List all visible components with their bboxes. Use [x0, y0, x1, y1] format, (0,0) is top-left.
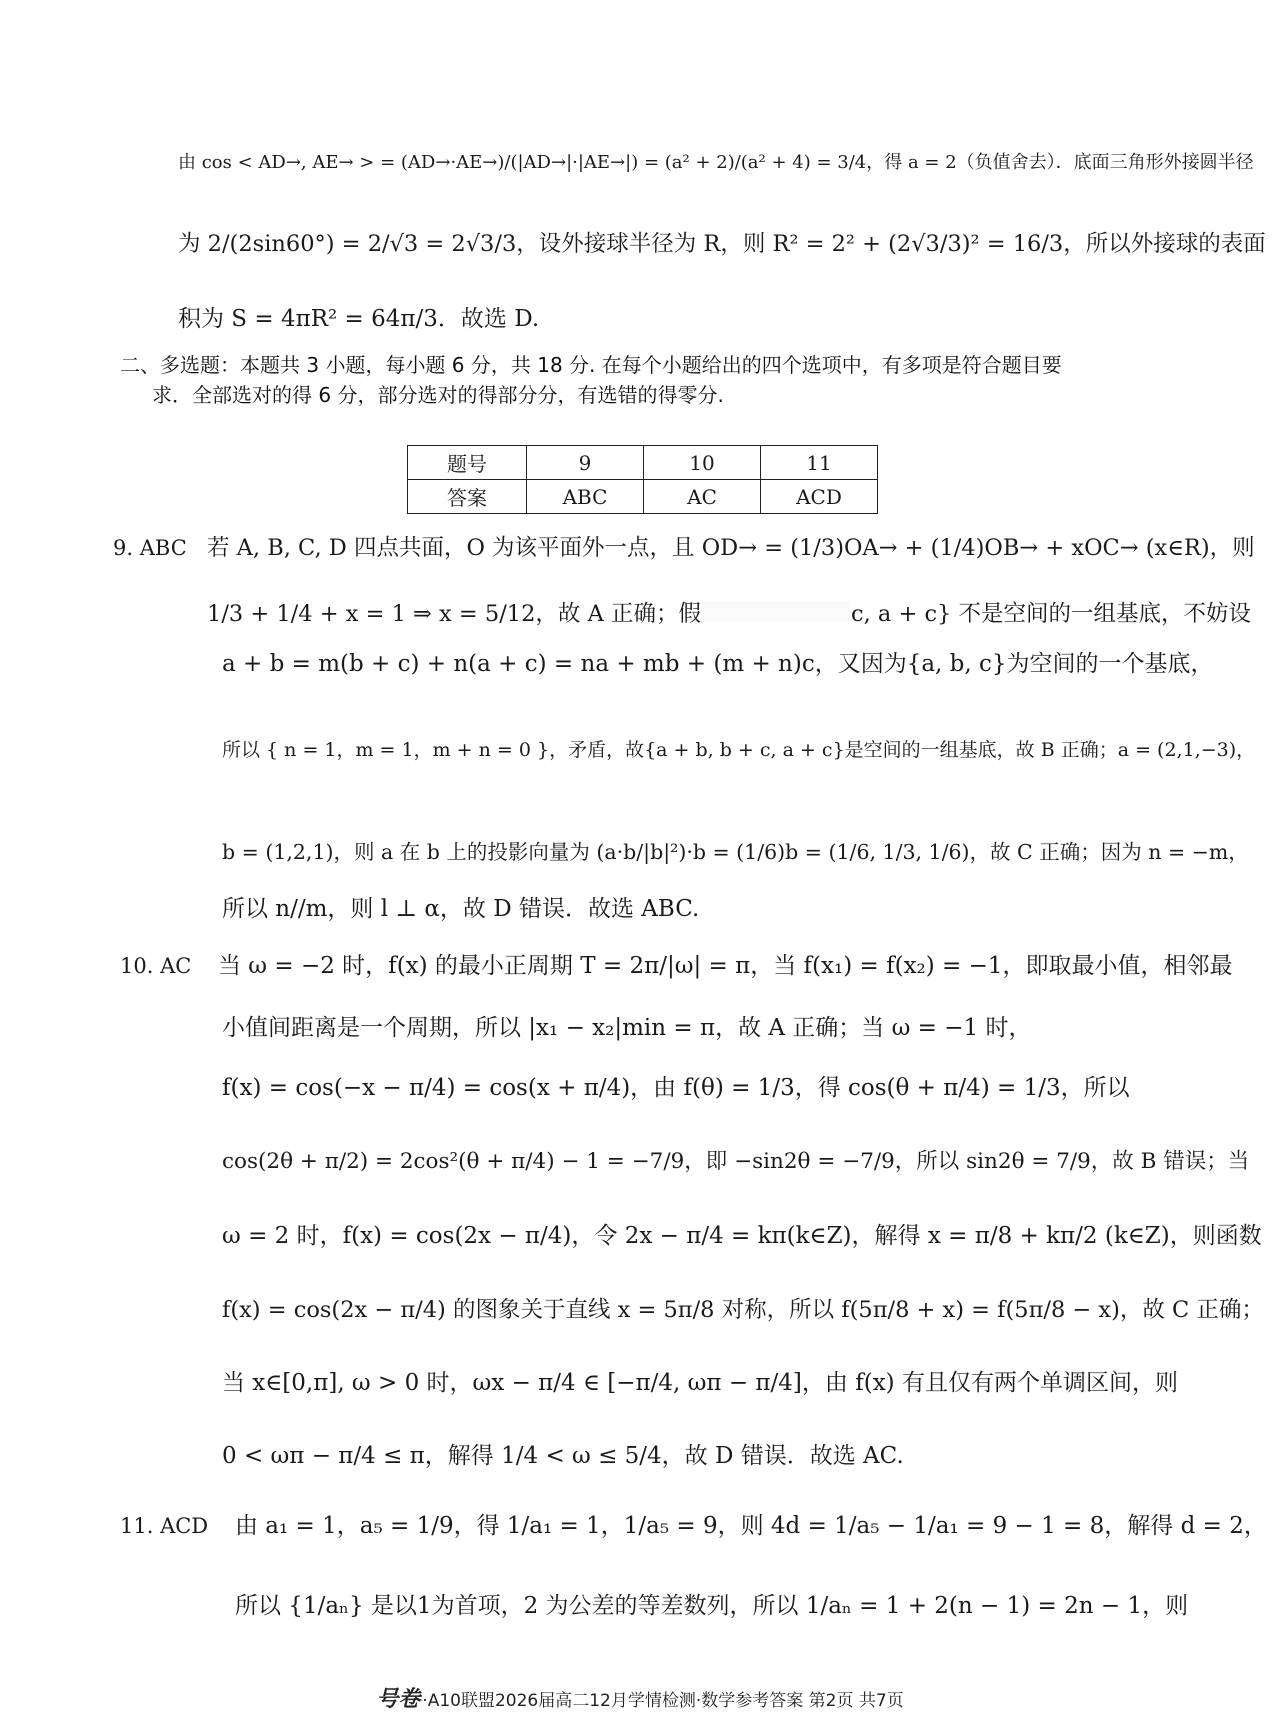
table-cell: 题号 [408, 446, 527, 480]
table-cell: 11 [761, 446, 878, 480]
solution-line: a + b = m(b + c) + n(a + c) = na + mb + (m + n)c，又因为{a, b, c}为空间的一个基底， [222, 651, 1214, 677]
solution-line: 当 ω = −2 时，f(x) 的最小正周期 T = 2π/|ω| = π，当 f(x₁) = f(x₂) = −1，即取最小值，相邻最 [218, 953, 1233, 979]
table-cell: 9 [527, 446, 644, 480]
solution-line: f(x) = cos(−x − π/4) = cos(x + π/4)，由 f(θ) = 1/3，得 cos(θ + π/4) = 1/3，所以 [222, 1075, 1130, 1101]
table-cell: 10 [644, 446, 761, 480]
solution-line: cos(2θ + π/2) = 2cos²(θ + π/4) − 1 = −7/9，即 −sin2θ = −7/9，所以 sin2θ = 7/9，故 B 错误；当 [222, 1149, 1250, 1174]
page-footer [0, 1682, 1280, 1713]
question-number: 11. ACD [120, 1514, 209, 1538]
table-row [408, 480, 878, 514]
redacted-gap [701, 601, 851, 621]
solution-line: 积为 S = 4πR² = 64π/3．故选 D. [178, 306, 540, 332]
solution-line: f(x) = cos(2x − π/4) 的图象关于直线 x = 5π/8 对称，所以 f(5π/8 + x) = f(5π/8 − x)，故 C 正确； [222, 1297, 1264, 1323]
solution-line: 小值间距离是一个周期，所以 |x₁ − x₂|min = π，故 A 正确；当 ω = −1 时， [222, 1015, 1032, 1041]
solution-line: 由 a₁ = 1，a₅ = 1/9，得 1/a₁ = 1，1/a₅ = 9，则 4d = 1/a₅ − 1/a₁ = 9 − 1 = 8，解得 d = 2， [235, 1513, 1267, 1539]
section-heading: 求．全部选对的得 6 分，部分选对的得部分分，有选错的得零分. [152, 383, 724, 407]
table-row [408, 446, 878, 480]
solution-line: 当 x∈[0,π], ω > 0 时，ωx − π/4 ∈ [−π/4, ωπ − π/4]，由 f(x) 有且仅有两个单调区间，则 [222, 1370, 1178, 1396]
brand-logo: 号卷 [376, 1687, 421, 1712]
table-cell: AC [644, 480, 761, 514]
solution-line: 由 cos < AD→, AE→ > = (AD→·AE→)/(|AD→|·|AE→|) = (a² + 2)/(a² + 4) = 3/4，得 a = 2（负值舍去）．底面三角形外接圆半径 [178, 152, 1254, 173]
footer-text: ·A10联盟2026届高二12月学情检测·数学参考答案 第2页 共7页 [422, 1691, 904, 1711]
solution-text: 1/3 + 1/4 + x = 1 ⇒ x = 5/12，故 A 正确；假 [207, 601, 701, 627]
solution-line: 所以 {1/aₙ} 是以1为首项，2 为公差的等差数列，所以 1/aₙ = 1 + 2(n − 1) = 2n − 1，则 [235, 1593, 1189, 1619]
solution-line: ω = 2 时，f(x) = cos(2x − π/4)，令 2x − π/4 = kπ(k∈Z)，解得 x = π/8 + kπ/2 (k∈Z)，则函数 [222, 1223, 1262, 1249]
table-cell: 答案 [408, 480, 527, 514]
solution-line: 0 < ωπ − π/4 ≤ π，解得 1/4 < ω ≤ 5/4，故 D 错误．故选 AC. [222, 1443, 904, 1469]
solution-line: 若 A, B, C, D 四点共面，O 为该平面外一点，且 OD→ = (1/3)OA→ + (1/4)OB→ + xOC→ (x∈R)，则 [207, 535, 1255, 561]
question-number: 10. AC [120, 954, 192, 978]
table-cell: ACD [761, 480, 878, 514]
solution-line: 所以 { n = 1，m = 1，m + n = 0 }，矛盾，故{a + b, b + c, a + c}是空间的一组基底，故 B 正确；a = (2,1,−3)， [222, 739, 1256, 761]
answer-table [407, 445, 878, 514]
solution-line: 所以 n//m，则 l ⊥ α，故 D 错误．故选 ABC. [222, 896, 700, 922]
solution-text: c, a + c} 不是空间的一组基底，不妨设 [850, 601, 1252, 627]
solution-line [207, 598, 1251, 630]
solution-line: b = (1,2,1)，则 a 在 b 上的投影向量为 (a·b/|b|²)·b = (1/6)b = (1/6, 1/3, 1/6)，故 C 正确；因为 n = −m， [222, 840, 1249, 864]
solution-line: 为 2/(2sin60°) = 2/√3 = 2√3/3，设外接球半径为 R，则 R² = 2² + (2√3/3)² = 16/3，所以外接球的表面 [178, 231, 1266, 257]
table-cell: ABC [527, 480, 644, 514]
question-number: 9. ABC [113, 536, 187, 560]
section-heading: 二、多选题：本题共 3 小题，每小题 6 分，共 18 分. 在每个小题给出的四个选项中，有多项是符合题目要 [120, 353, 1062, 377]
